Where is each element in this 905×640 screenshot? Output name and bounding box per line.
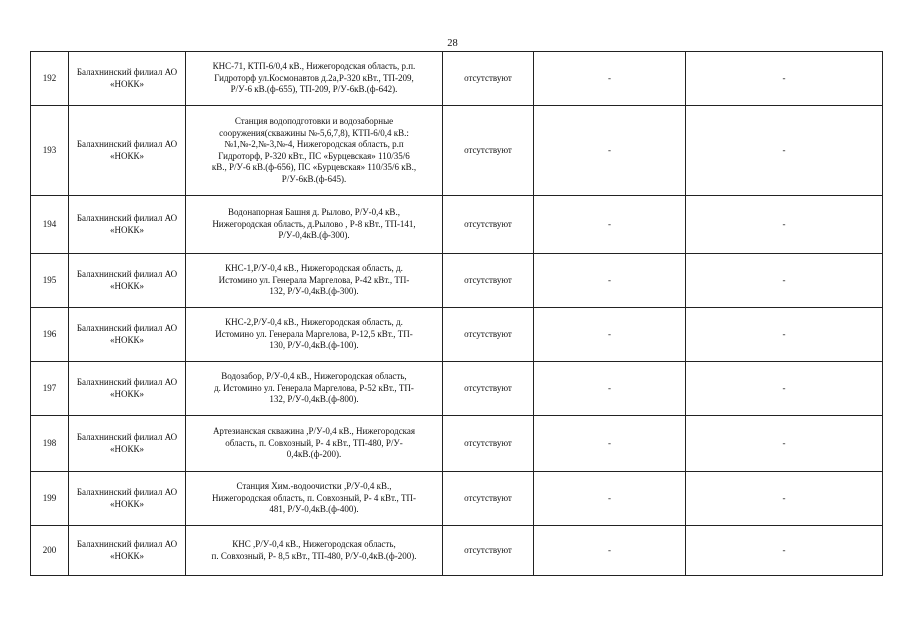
value-cell: - — [534, 308, 686, 362]
table-row — [31, 254, 883, 308]
value-cell: - — [534, 526, 686, 576]
branch-name: Балахнинский филиал АО «НОКК» — [69, 52, 186, 106]
value-cell: - — [686, 416, 883, 472]
branch-name: Балахнинский филиал АО «НОКК» — [69, 472, 186, 526]
branch-name: Балахнинский филиал АО «НОКК» — [69, 196, 186, 254]
value-cell: - — [686, 196, 883, 254]
branch-name: Балахнинский филиал АО «НОКК» — [69, 526, 186, 576]
object-description: Водозабор, Р/У-0,4 кВ., Нижегородская область, д. Истомино ул. Генерала Маргелова, Р-52 кВт., ТП- 132, Р/У-0,4кВ.(ф-800). — [186, 362, 443, 416]
object-description: КНС ,Р/У-0,4 кВ., Нижегородская область, п. Совхозный, Р- 8,5 кВт., ТП-480, Р/У-0,4кВ.(ф-200). — [186, 526, 443, 576]
registry-table — [30, 51, 883, 576]
branch-name: Балахнинский филиал АО «НОКК» — [69, 254, 186, 308]
object-description: Станция водоподготовки и водозаборные сооружения(скважины №-5,6,7,8), КТП-6/0,4 кВ.: №1,№-2,№-3,№-4, Нижегородская область, р.п Гидроторф, Р-320 кВт., ПС «Бурцевская» 110/35/6 кВ., Р/У-6 кВ.(ф-656), ПС «Бурцевская» 110/35/6 кВ., Р/У-6кВ.(ф-645). — [186, 106, 443, 196]
value-cell: - — [534, 362, 686, 416]
object-description: КНС-1,Р/У-0,4 кВ., Нижегородская область, д. Истомино ул. Генерала Маргелова, Р-42 кВт., ТП- 132, Р/У-0,4кВ.(ф-300). — [186, 254, 443, 308]
table-row — [31, 106, 883, 196]
object-description: Станция Хим.-водоочистки ,Р/У-0,4 кВ., Нижегородская область, п. Совхозный, Р- 4 кВт., ТП- 481, Р/У-0,4кВ.(ф-400). — [186, 472, 443, 526]
table-row — [31, 362, 883, 416]
value-cell: - — [534, 196, 686, 254]
table-row — [31, 196, 883, 254]
branch-name: Балахнинский филиал АО «НОКК» — [69, 106, 186, 196]
object-description: КНС-71, КТП-6/0,4 кВ., Нижегородская область, р.п. Гидроторф ул.Космонавтов д.2а,Р-320 кВт., ТП-209, Р/У-6 кВ.(ф-655), ТП-209, Р/У-6кВ.(ф-642). — [186, 52, 443, 106]
status-cell: отсутствуют — [443, 362, 534, 416]
row-number: 196 — [31, 308, 69, 362]
object-description: Водонапорная Башня д. Рылово, Р/У-0,4 кВ., Нижегородская область, д.Рылово , Р-8 кВт., ТП-141, Р/У-0,4кВ.(ф-300). — [186, 196, 443, 254]
status-cell: отсутствуют — [443, 254, 534, 308]
table-row — [31, 416, 883, 472]
value-cell: - — [686, 254, 883, 308]
value-cell: - — [534, 52, 686, 106]
branch-name: Балахнинский филиал АО «НОКК» — [69, 362, 186, 416]
row-number: 193 — [31, 106, 69, 196]
row-number: 200 — [31, 526, 69, 576]
table-row — [31, 526, 883, 576]
status-cell: отсутствуют — [443, 472, 534, 526]
row-number: 197 — [31, 362, 69, 416]
value-cell: - — [534, 254, 686, 308]
status-cell: отсутствуют — [443, 416, 534, 472]
branch-name: Балахнинский филиал АО «НОКК» — [69, 416, 186, 472]
page-number: 28 — [447, 38, 458, 49]
value-cell: - — [534, 416, 686, 472]
object-description: КНС-2,Р/У-0,4 кВ., Нижегородская область, д. Истомино ул. Генерала Маргелова, Р-12,5 кВт., ТП- 130, Р/У-0,4кВ.(ф-100). — [186, 308, 443, 362]
value-cell: - — [686, 308, 883, 362]
row-number: 192 — [31, 52, 69, 106]
table-row — [31, 308, 883, 362]
row-number: 199 — [31, 472, 69, 526]
value-cell: - — [686, 472, 883, 526]
value-cell: - — [686, 526, 883, 576]
object-description: Артезианская скважина ,Р/У-0,4 кВ., Нижегородская область, п. Совхозный, Р- 4 кВт., ТП-480, Р/У- 0,4кВ.(ф-200). — [186, 416, 443, 472]
status-cell: отсутствуют — [443, 308, 534, 362]
status-cell: отсутствуют — [443, 196, 534, 254]
row-number: 195 — [31, 254, 69, 308]
row-number: 198 — [31, 416, 69, 472]
status-cell: отсутствуют — [443, 106, 534, 196]
status-cell: отсутствуют — [443, 52, 534, 106]
table-row — [31, 472, 883, 526]
value-cell: - — [686, 106, 883, 196]
value-cell: - — [686, 52, 883, 106]
value-cell: - — [686, 362, 883, 416]
branch-name: Балахнинский филиал АО «НОКК» — [69, 308, 186, 362]
table-row — [31, 52, 883, 106]
status-cell: отсутствуют — [443, 526, 534, 576]
value-cell: - — [534, 472, 686, 526]
row-number: 194 — [31, 196, 69, 254]
value-cell: - — [534, 106, 686, 196]
